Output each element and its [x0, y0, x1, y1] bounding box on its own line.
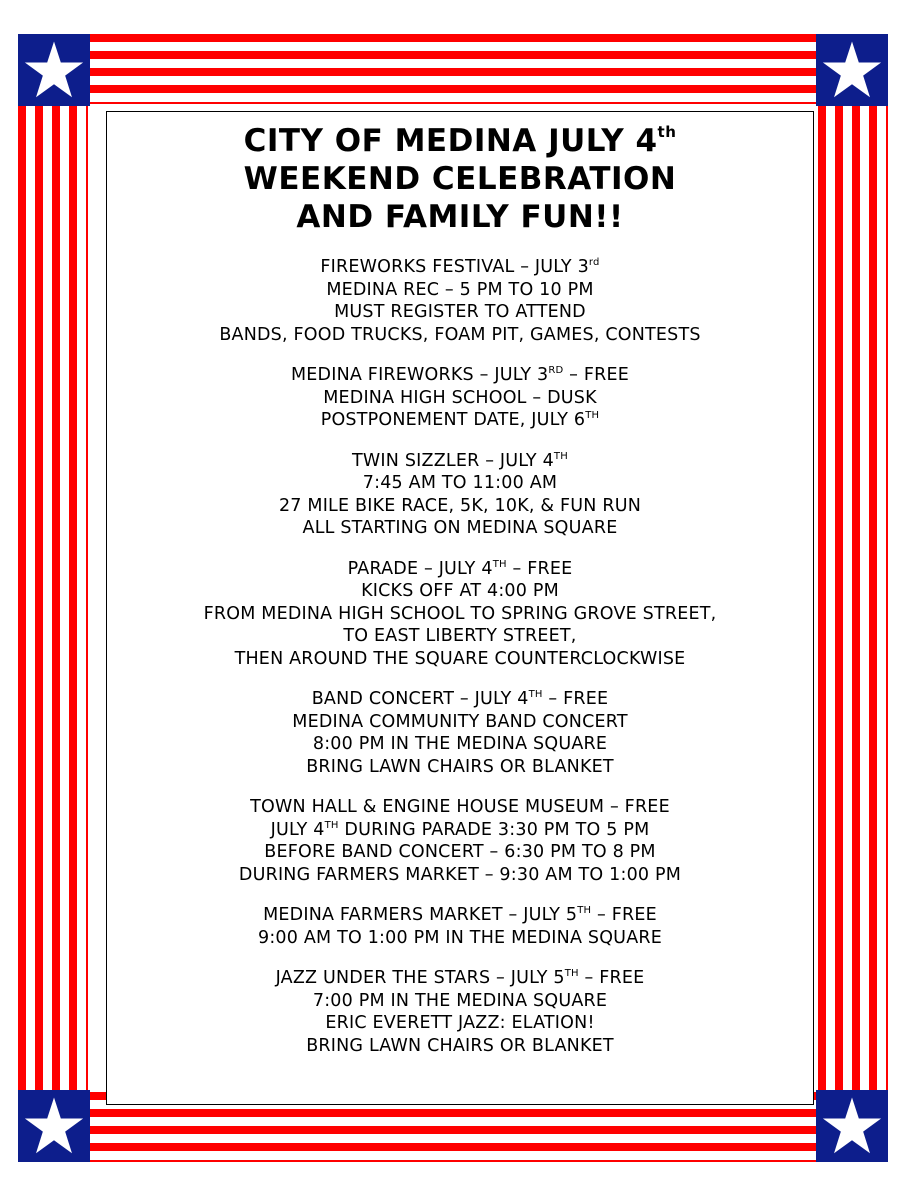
ordinal-superscript: RD — [548, 365, 564, 376]
event-line — [107, 364, 813, 387]
event-line — [107, 967, 813, 990]
event-line-text: 8:00 PM IN THE MEDINA SQUARE — [312, 734, 608, 754]
event-section — [107, 450, 813, 540]
title-line-3: AND FAMILY FUN!! — [296, 199, 624, 235]
event-line-text: TOWN HALL & ENGINE HOUSE MUSEUM – FREE — [250, 797, 670, 817]
event-line — [107, 864, 813, 887]
event-line — [107, 324, 813, 347]
event-line-text: BAND CONCERT – JULY 4 — [311, 689, 529, 709]
event-line — [107, 927, 813, 950]
event-line-text: 27 MILE BIKE RACE, 5K, 10K, & FUN RUN — [278, 495, 642, 516]
title-line-2: WEEKEND CELEBRATION — [243, 161, 677, 197]
event-line-suffix: – FREE — [542, 689, 609, 709]
event-line — [107, 472, 813, 495]
event-line-suffix: – FREE — [506, 558, 573, 579]
flyer-title — [107, 122, 813, 236]
event-line — [107, 625, 813, 648]
event-line-text: TO EAST LIBERTY STREET, — [343, 626, 577, 646]
event-line-text: MEDINA FARMERS MARKET – JULY 5 — [263, 905, 578, 925]
event-section — [107, 256, 813, 346]
flyer-content-panel — [106, 111, 814, 1105]
ordinal-superscript: TH — [585, 410, 600, 421]
title-superscript: th — [657, 123, 677, 141]
event-line-text: MEDINA COMMUNITY BAND CONCERT — [292, 711, 628, 732]
left-stripe-band — [18, 34, 88, 1162]
event-line — [107, 301, 813, 324]
event-line-text: BRING LAWN CHAIRS OR BLANKET — [306, 756, 614, 777]
event-line — [107, 409, 813, 432]
title-line-1-text: CITY OF MEDINA JULY 4 — [243, 123, 658, 159]
event-line — [107, 688, 813, 711]
event-section — [107, 796, 813, 886]
event-line-text: 9:00 AM TO 1:00 PM IN THE MEDINA SQUARE — [258, 927, 662, 948]
event-line-text: JAZZ UNDER THE STARS – JULY 5 — [275, 968, 565, 988]
ordinal-superscript: TH — [553, 450, 568, 462]
top-stripe-band — [18, 34, 888, 104]
event-line-text: TWIN SIZZLER – JULY 4 — [352, 450, 554, 471]
event-line-text: MEDINA REC – 5 PM TO 10 PM — [326, 279, 594, 300]
event-line-suffix: – FREE — [563, 365, 630, 385]
event-line-text: DURING FARMERS MARKET – 9:30 AM TO 1:00 PM — [238, 864, 682, 885]
event-line-text: FIREWORKS FESTIVAL – JULY 3 — [320, 257, 589, 277]
event-line — [107, 733, 813, 756]
corner-star-top-left — [18, 34, 90, 106]
event-line-text: BEFORE BAND CONCERT – 6:30 PM TO 8 PM — [264, 842, 656, 862]
event-line-text: POSTPONEMENT DATE, JULY 6 — [320, 410, 586, 430]
star-icon — [23, 39, 85, 101]
event-line — [107, 450, 813, 473]
event-line — [107, 1035, 813, 1058]
event-section — [107, 904, 813, 949]
event-line — [107, 819, 813, 842]
ordinal-superscript: TH — [492, 558, 507, 570]
event-line-text: 7:00 PM IN THE MEDINA SQUARE — [312, 990, 608, 1011]
ordinal-superscript: TH — [324, 819, 339, 831]
event-line-text: JULY 4 — [270, 819, 325, 840]
event-section — [107, 688, 813, 778]
event-section — [107, 967, 813, 1057]
event-line — [107, 387, 813, 410]
event-line-text: BRING LAWN CHAIRS OR BLANKET — [306, 1035, 614, 1056]
ordinal-superscript: rd — [588, 257, 600, 268]
star-icon — [821, 39, 883, 101]
event-line — [107, 279, 813, 302]
event-section — [107, 558, 813, 671]
corner-star-top-right — [816, 34, 888, 106]
event-line-text: MUST REGISTER TO ATTEND — [334, 302, 586, 322]
event-line-suffix: – FREE — [591, 905, 657, 925]
event-line-text: MEDINA HIGH SCHOOL – DUSK — [323, 387, 597, 408]
event-line — [107, 904, 813, 927]
event-line — [107, 990, 813, 1013]
event-line-text: KICKS OFF AT 4:00 PM — [361, 581, 559, 601]
event-line — [107, 711, 813, 734]
ordinal-superscript: TH — [564, 968, 579, 979]
star-icon — [23, 1095, 85, 1157]
event-line — [107, 1012, 813, 1035]
title-line-1 — [107, 122, 813, 160]
event-line — [107, 796, 813, 819]
event-section — [107, 364, 813, 432]
ordinal-superscript: TH — [528, 689, 543, 700]
event-line-text: ERIC EVERETT JAZZ: ELATION! — [325, 1013, 595, 1033]
event-line — [107, 495, 813, 518]
event-line — [107, 603, 813, 626]
event-sections — [107, 256, 813, 1057]
event-line — [107, 648, 813, 671]
corner-star-bottom-left — [18, 1090, 90, 1162]
right-stripe-band — [818, 34, 888, 1162]
event-line — [107, 558, 813, 581]
event-line-suffix: DURING PARADE 3:30 PM TO 5 PM — [338, 819, 650, 840]
event-line-text: FROM MEDINA HIGH SCHOOL TO SPRING GROVE STREET, — [203, 603, 717, 624]
event-line-text: PARADE – JULY 4 — [347, 558, 493, 579]
event-line — [107, 256, 813, 279]
event-line — [107, 580, 813, 603]
event-line-text: THEN AROUND THE SQUARE COUNTERCLOCKWISE — [234, 648, 686, 669]
event-line-text: 7:45 AM TO 11:00 AM — [362, 473, 558, 493]
event-line — [107, 756, 813, 779]
star-icon — [821, 1095, 883, 1157]
event-line-text: BANDS, FOOD TRUCKS, FOAM PIT, GAMES, CONTESTS — [219, 324, 701, 345]
corner-star-bottom-right — [816, 1090, 888, 1162]
event-line-suffix: – FREE — [578, 968, 645, 988]
event-line-text: MEDINA FIREWORKS – JULY 3 — [290, 365, 549, 385]
event-line-text: ALL STARTING ON MEDINA SQUARE — [302, 518, 618, 538]
ordinal-superscript: TH — [577, 905, 592, 916]
event-line — [107, 517, 813, 540]
event-line — [107, 841, 813, 864]
